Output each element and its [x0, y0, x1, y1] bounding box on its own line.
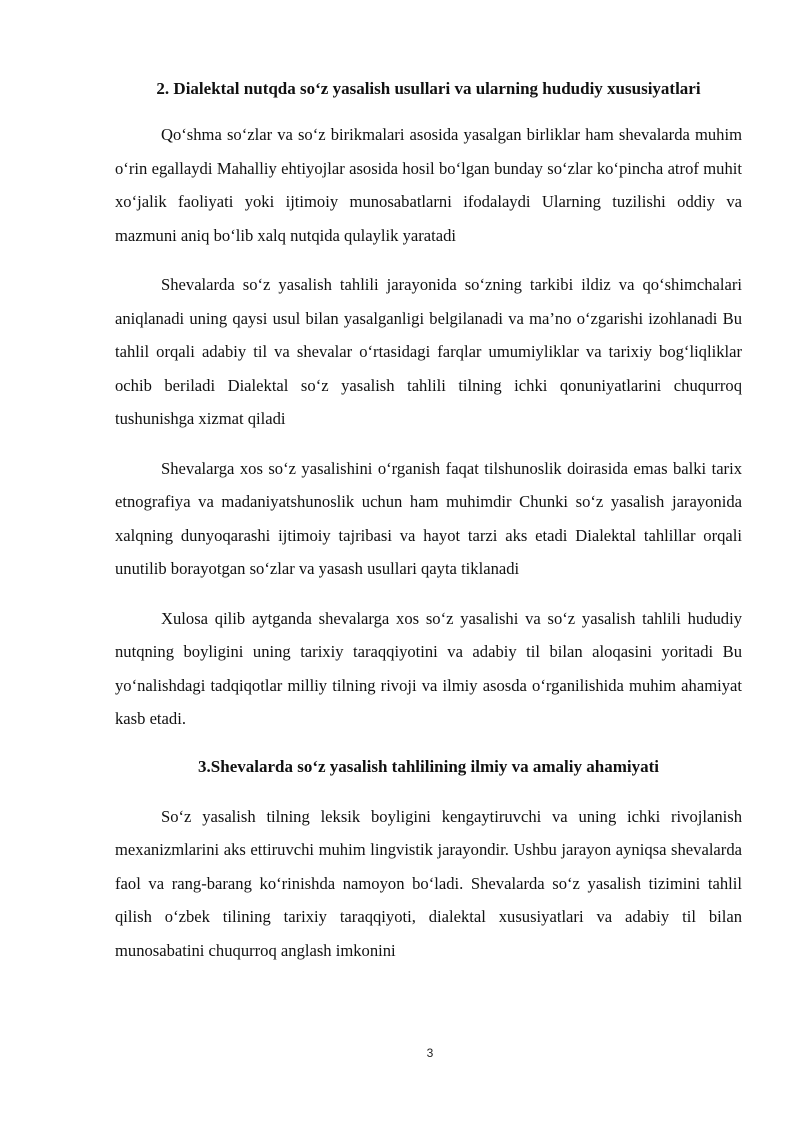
paragraph: So‘z yasalish tilning leksik boyligini kengaytiruvchi va uning ichki rivojlanish mexanizmlarini aks ettiruvchi muhim lingvistik jarayondir. Ushbu jarayon ayniqsa shevalarda faol va rang-barang ko‘rinishda namoyon bo‘ladi. Shevalarda so‘z yasalish tizimini tahlil qilish o‘zbek tilining tarixiy taraqqiyoti, dialektal xususiyatlari va adabiy til bilan munosabatini chuqurroq anglash imkonini: [115, 806, 742, 960]
section-heading-2: 2. Dialektal nutqda so‘z yasalish usullari va ularning hududiy xususiyatlari: [156, 79, 701, 98]
paragraph: Qo‘shma so‘zlar va so‘z birikmalari asosida yasalgan birliklar ham shevalarda muhim o‘rin egallaydi Mahalliy ehtiyojlar asosida hosil bo‘lgan bunday so‘zlar ko‘pincha atrof muhit xo‘jalik faoliyati yoki ijtimoiy munosabatlarni ifodalaydi Ularning tuzilishi oddiy va mazmuni aniq bo‘lib xalq nutqida qulaylik yaratadi: [115, 125, 742, 245]
section-heading-3: 3.Shevalarda so‘z yasalish tahlilining ilmiy va amaliy ahamiyati: [198, 756, 659, 776]
page-number: 3: [426, 1046, 434, 1060]
paragraph: Shevalarda so‘z yasalish tahlili jarayonida so‘zning tarkibi ildiz va qo‘shimchalari aniqlanadi uning qaysi usul bilan yasalganligi belgilanadi va ma’no o‘zgarishi izohlanadi Bu tahlil orqali adabiy til va shevalar o‘rtasidagi farqlar umumiyliklar va tarixiy bog‘liqliklar ochib beriladi Dialektal so‘z yasalish tahlili tilning ichki qonuniyatlarini chuqurroq tushunishga xizmat qiladi: [115, 275, 742, 428]
paragraph: Xulosa qilib aytganda shevalarga xos so‘z yasalishi va so‘z yasalish tahlili hududiy nutqning boyligini uning tarixiy taraqqiyotini va adabiy til bilan aloqasini yoritadi Bu yo‘nalishdagi tadqiqotlar milliy tilning rivoji va ilmiy asosda o‘rganilishida muhim ahamiyat kasb etadi.: [115, 608, 742, 728]
paragraph: Shevalarga xos so‘z yasalishini o‘rganish faqat tilshunoslik doirasida emas balki tarix etnografiya va madaniyatshunoslik uchun ham muhimdir Chunki so‘z yasalish jarayonida xalqning dunyoqarashi ijtimoiy tajribasi va hayot tarzi aks etadi Dialektal tahlillar orqali unutilib borayotgan so‘zlar va yasash usullari qayta tiklanadi: [115, 458, 742, 578]
document-page: [115, 72, 742, 983]
